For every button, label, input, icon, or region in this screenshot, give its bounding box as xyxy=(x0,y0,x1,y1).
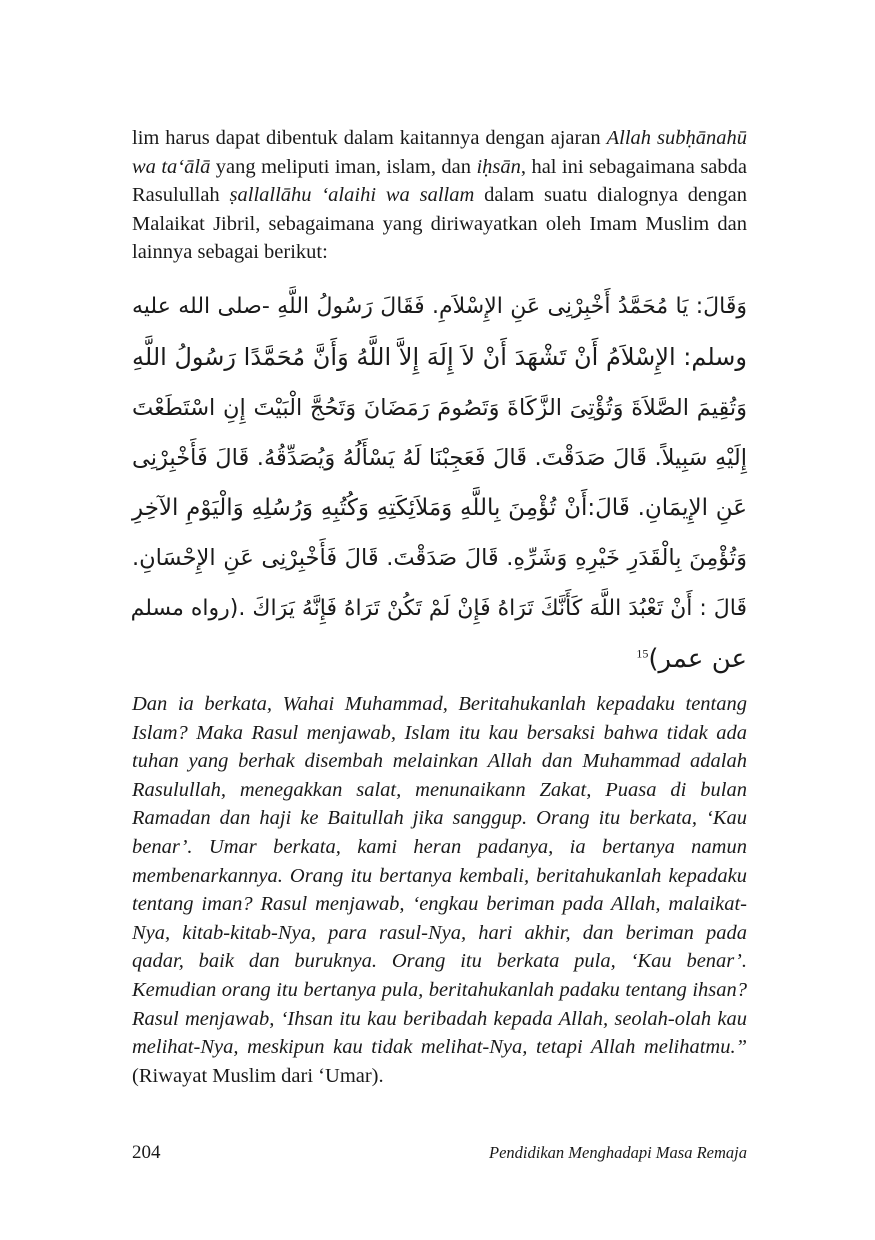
hadith-line-last xyxy=(132,634,747,684)
hadith-line: وَقَالَ: يَا مُحَمَّدُ أَخْبِرْنِى عَنِ الإِسْلاَمِ. فَقَالَ رَسُولُ اللَّهِ -صلى الله عليه xyxy=(132,294,747,319)
running-footer-title: Pendidikan Menghadapi Masa Remaja xyxy=(489,1143,747,1162)
intro-italic-3: ṣallallāhu ‘alaihi wa sallam xyxy=(229,184,475,207)
intro-text-1: lim harus dapat dibentuk dalam kaitannya dengan ajaran xyxy=(132,127,607,149)
hadith-line: قَالَ : أَنْ تَعْبُدَ اللَّهَ كَأَنَّكَ تَرَاهُ فَإِنْ لَمْ تَكُنْ تَرَاهُ فَإِنَّهُ يَرَاكَ .(رواه مسلم xyxy=(130,595,747,621)
intro-italic-2: iḥsān xyxy=(476,155,521,178)
intro-text-3: , hal ini sebagaimana sabda Rasulullah xyxy=(132,155,747,207)
hadith-line: وَتُقِيمَ الصَّلاَةَ وَتُؤْتِىَ الزَّكَاةَ وَتَصُومَ رَمَضَانَ وَتَحُجَّ الْبَيْتَ إِنِ اسْتَطَعْتَ xyxy=(132,394,747,421)
translation-italic-text: Dan ia berkata, Wahai Muhammad, Beritahukanlah kepadaku tentang Islam? Maka Rasul menjawab, Islam itu kau bersaksi bahwa tidak ada tuhan yang berhak disembah melainkan Allah dan Muhammad adalah Rasulullah, menegakkan salat, menunaikann Zakat, Puasa di bulan Ramadan dan haji ke Baitullah jika sanggup. Orang itu berkata, ‘Kau benar’. Umar berkata, kami heran padanya, ia bertanya namun membenarkannya. Orang itu bertanya kembali, beritahukanlah kepadaku tentang iman? Rasul menjawab, ‘engkau beriman pada Allah, malaikat-Nya, kitab-kitab-Nya, para rasul-Nya, hari akhir, dan beriman pada qadar, baik dan buruknya. Orang itu berkata pula, ‘Kau benar’. Kemudian orang itu bertanya pula, beritahukanlah padaku tentang ihsan? Rasul menjawab, ‘Ihsan itu kau beribadah kepada Allah, seolah-olah kau melihat-Nya, meskipun kau tidak melihat-Nya, tetapi Allah melihatmu.” xyxy=(132,693,747,1059)
hadith-line: وسلم: الإِسْلاَمُ أَنْ تَشْهَدَ أَنْ لاَ إِلَهَ إِلاَّ اللَّهُ وَأَنَّ مُحَمَّدًا رَسُولُ اللَّهِ xyxy=(132,343,747,372)
hadith-arabic-text xyxy=(132,282,747,684)
hadith-line: وَتُؤْمِنَ بِالْقَدَرِ خَيْرِهِ وَشَرِّهِ. قَالَ صَدَقْتَ. قَالَ فَأَخْبِرْنِى عَنِ الإِحْسَانِ. xyxy=(132,545,747,572)
intro-paragraph xyxy=(132,124,747,267)
translation-source: (Riwayat Muslim dari ‘Umar). xyxy=(132,1064,384,1087)
translation-paragraph xyxy=(132,690,747,1090)
hadith-line: عَنِ الإِيمَانِ. قَالَ:أَنْ تُؤْمِنَ بِاللَّهِ وَمَلاَئِكَتِهِ وَكُتُبِهِ وَرُسُلِهِ وَالْيَوْمِ الآخِرِ xyxy=(132,495,747,522)
page-number: 204 xyxy=(132,1142,161,1163)
hadith-line: عن عمر) xyxy=(648,644,747,675)
hadith-line: إِلَيْهِ سَبِيلاً. قَالَ صَدَقْتَ. قَالَ فَعَجِبْنَا لَهُ يَسْأَلُهُ وَيُصَدِّقُهُ. قَالَ فَأَخْبِرْنِى xyxy=(132,444,747,471)
footnote-reference[interactable]: 15 xyxy=(636,646,649,661)
intro-text-2: yang meliputi iman, islam, dan xyxy=(210,155,477,178)
intro-italic-1: Allah subḥānahū wa ta‘ālā xyxy=(132,127,747,178)
intro-text-4: dalam suatu dialognya dengan Malaikat Jibril, sebagaimana yang diriwayatkan oleh Imam Muslim dan lainnya sebagai berikut: xyxy=(132,184,747,264)
